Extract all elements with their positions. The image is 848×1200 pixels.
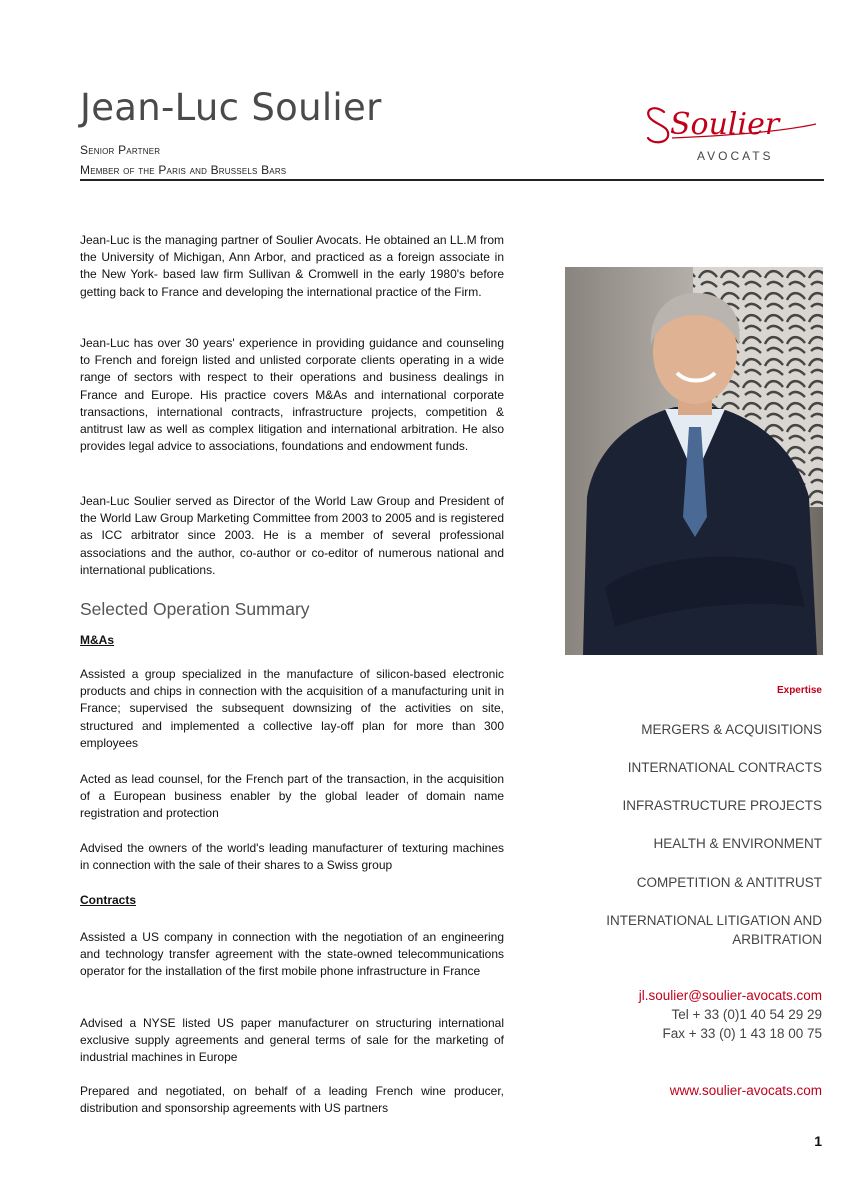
bio-paragraph: Jean-Luc Soulier served as Director of the World Law Group and President of the World Law Group Marketing Committee from 2003 to 2005 and is registered as ICC arbitrator since 2003. He is a member of several professional associations and the author, co-author or co-editor of numerous national and international publications. — [80, 494, 504, 577]
operation-item: Prepared and negotiated, on behalf of a leading French wine producer, distribution and sponsorship agreements with US partners — [80, 1084, 504, 1116]
expertise-item: COMPETITION & ANTITRUST — [636, 875, 822, 890]
page-number: 1 — [814, 1133, 822, 1149]
bio-paragraph: Jean-Luc is the managing partner of Soulier Avocats. He obtained an LL.M from the University of Michigan, Ann Arbor, and practiced as a foreign associate in the New York- based law firm Sullivan & Cromwell in the early 1980's before getting back to France and developing the international practice of the Firm. — [80, 233, 504, 299]
expertise-title: Expertise — [776, 685, 822, 696]
job-title: Senior Partner — [80, 143, 161, 157]
expertise-item: INTERNATIONAL CONTRACTS — [627, 760, 822, 775]
fax-number: Fax + 33 (0) 1 43 18 00 75 — [662, 1026, 822, 1041]
expertise-item: INFRASTRUCTURE PROJECTS — [622, 798, 822, 813]
expertise-item: ARBITRATION — [732, 932, 822, 947]
email-link[interactable]: jl.soulier@soulier-avocats.com — [638, 988, 822, 1003]
operation-item: Assisted a group specialized in the manufacture of silicon-based electronic products and chips in connection with the acquisition of a manufacturing unit in France; supervised the subsequent downsizing of the activities on site, structured and implemented a collective lay-off plan for more than 300 employees — [80, 667, 504, 750]
operation-item: Advised the owners of the world's leading manufacturer of texturing machines in connection with the sale of their shares to a Swiss group — [80, 841, 504, 873]
phone-number: Tel + 33 (0)1 40 54 29 29 — [671, 1007, 822, 1022]
expertise-item: MERGERS & ACQUISITIONS — [641, 722, 822, 737]
operation-item: Advised a NYSE listed US paper manufacturer on structuring international exclusive supply agreements and general terms of sale for the marketing of industrial machines in Europe — [80, 1016, 504, 1065]
subheading-contracts: Contracts — [80, 893, 137, 907]
portrait-photo — [565, 267, 823, 655]
operation-item: Acted as lead counsel, for the French part of the transaction, in the acquisition of a European business enabler by the global leader of domain name registration and protection — [80, 772, 504, 821]
bio-paragraph: Jean-Luc has over 30 years' experience in providing guidance and counseling to French and foreign listed and unlisted corporate clients operating in a wide range of sectors with respect to their operations and business dealings in France and Europe. His practice covers M&As and international corporate transactions, international contracts, infrastructure projects, competition & antitrust law as well as complex litigation and international arbitration. He also provides legal advice to associations, foundations and endowment funds. — [80, 336, 504, 454]
person-name: Jean-Luc Soulier — [80, 86, 382, 129]
header-divider — [80, 179, 824, 181]
section-title: Selected Operation Summary — [80, 599, 310, 619]
operation-item: Assisted a US company in connection with the negotiation of an engineering and technology transfer agreement with the state-owned telecommunications operator for the installation of the first mobile phone infrastructure in France — [80, 930, 504, 979]
expertise-item: INTERNATIONAL LITIGATION AND — [606, 913, 822, 928]
svg-text:Soulier: Soulier — [670, 107, 780, 142]
website-link[interactable]: www.soulier-avocats.com — [669, 1083, 822, 1098]
expertise-item: HEALTH & ENVIRONMENT — [653, 836, 822, 851]
subheading-mas: M&As — [80, 633, 115, 647]
logo-subtitle: AVOCATS — [697, 149, 774, 163]
bar-membership: Member of the Paris and Brussels Bars — [80, 163, 287, 177]
